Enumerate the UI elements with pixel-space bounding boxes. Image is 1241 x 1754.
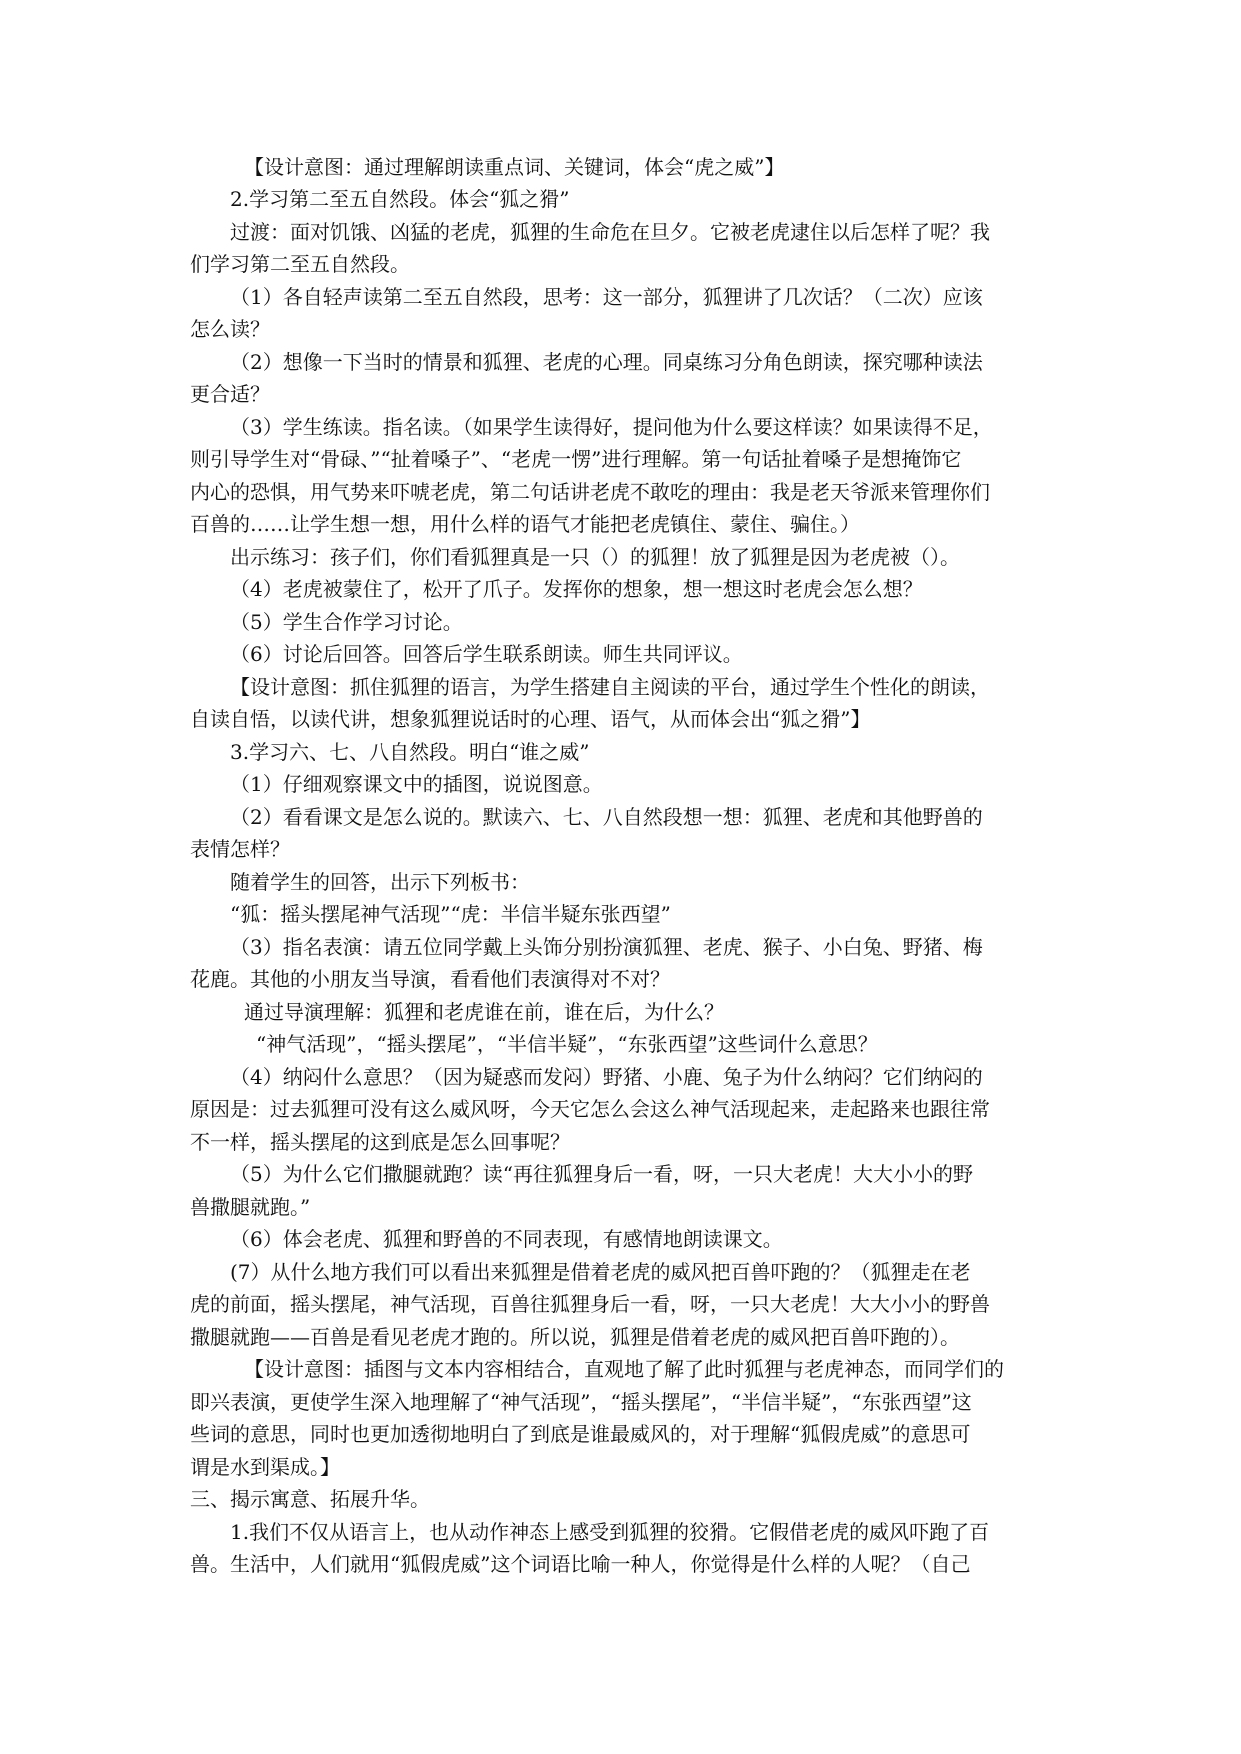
text-line: 百兽的……让学生想一想，用什么样的语气才能把老虎镇住、蒙住、骗住。） bbox=[190, 512, 860, 536]
text-line: （6）讨论后回答。回答后学生联系朗读。师生共同评议。 bbox=[230, 642, 743, 666]
text-line: （1）各自轻声读第二至五自然段，思考：这一部分，狐狸讲了几次话？（二次）应该 bbox=[230, 285, 983, 309]
text-line: （2）想像一下当时的情景和狐狸、老虎的心理。同桌练习分角色朗读，探究哪种读法 bbox=[230, 350, 983, 374]
text-line: 过渡：面对饥饿、凶猛的老虎，狐狸的生命危在旦夕。它被老虎逮住以后怎样了呢？我 bbox=[230, 220, 990, 244]
text-line: 则引导学生对“骨碌、”“扯着嗓子”、“老虎一愣”进行理解。第一句话扯着嗓子是想掩饰它 bbox=[190, 447, 962, 471]
text-line: 怎么读？ bbox=[190, 317, 270, 341]
text-line: (7）从什么地方我们可以看出来狐狸是借着老虎的威风把百兽吓跑的？（狐狸走在老 bbox=[230, 1260, 971, 1284]
text-line: 些词的意思，同时也更加透彻地明白了到底是谁最威风的，对于理解“狐假虎威”的意思可 bbox=[190, 1422, 971, 1446]
text-line: （4）纳闷什么意思？（因为疑惑而发闷）野猪、小鹿、兔子为什么纳闷？它们纳闷的 bbox=[230, 1065, 983, 1089]
text-line: “狐：摇头摆尾神气活现”“虎：半信半疑东张西望” bbox=[230, 902, 671, 926]
text-line: 更合适？ bbox=[190, 382, 270, 406]
text-line: （1）仔细观察课文中的插图，说说图意。 bbox=[230, 772, 603, 796]
text-line: 们学习第二至五自然段。 bbox=[190, 252, 410, 276]
text-line: 自读自悟，以读代讲，想象狐狸说话时的心理、语气，从而体会出“狐之猾”】 bbox=[190, 707, 871, 731]
text-line: 即兴表演，更使学生深入地理解了“神气活现”，“摇头摆尾”，“半信半疑”，“东张西望”这 bbox=[190, 1390, 972, 1414]
text-line: “神气活现”，“摇头摆尾”，“半信半疑”，“东张西望”这些词什么意思？ bbox=[256, 1032, 878, 1056]
text-line: 3.学习六、七、八自然段。明白“谁之威” bbox=[230, 740, 590, 764]
text-line: 2.学习第二至五自然段。体会“狐之猾” bbox=[230, 187, 570, 211]
text-line: 谓是水到渠成。】 bbox=[190, 1455, 340, 1479]
text-line: （4）老虎被蒙住了，松开了爪子。发挥你的想象，想一想这时老虎会怎么想？ bbox=[230, 577, 923, 601]
text-line: 兽。生活中，人们就用“狐假虎威”这个词语比喻一种人，你觉得是什么样的人呢？（自己 bbox=[190, 1552, 971, 1576]
text-line: 【设计意图：通过理解朗读重点词、关键词，体会“虎之威”】 bbox=[244, 155, 785, 179]
text-line: （3）指名表演：请五位同学戴上头饰分别扮演狐狸、老虎、猴子、小白兔、野猪、梅 bbox=[230, 935, 983, 959]
text-line: 花鹿。其他的小朋友当导演，看看他们表演得对不对？ bbox=[190, 967, 670, 991]
text-line: 内心的恐惧，用气势来吓唬老虎，第二句话讲老虎不敢吃的理由：我是老天爷派来管理你们 bbox=[190, 480, 990, 504]
text-line: 出示练习：孩子们，你们看狐狸真是一只（）的狐狸！放了狐狸是因为老虎被（）。 bbox=[230, 545, 960, 569]
text-line: 【设计意图：插图与文本内容相结合，直观地了解了此时狐狸与老虎神态，而同学们的 bbox=[244, 1357, 1004, 1381]
text-line: （3）学生练读。指名读。（如果学生读得好，提问他为什么要这样读？如果读得不足， bbox=[230, 415, 993, 439]
text-line: （5）为什么它们撒腿就跑？读“再往狐狸身后一看，呀，一只大老虎！大大小小的野 bbox=[230, 1162, 973, 1186]
text-line: 虎的前面，摇头摆尾，神气活现，百兽往狐狸身后一看，呀，一只大老虎！大大小小的野兽 bbox=[190, 1292, 990, 1316]
text-line: 1.我们不仅从语言上，也从动作神态上感受到狐狸的狡猾。它假借老虎的威风吓跑了百 bbox=[230, 1520, 990, 1544]
text-line: 随着学生的回答，出示下列板书： bbox=[230, 870, 530, 894]
text-line: 【设计意图：抓住狐狸的语言，为学生搭建自主阅读的平台，通过学生个性化的朗读， bbox=[230, 675, 990, 699]
text-line: （5）学生合作学习讨论。 bbox=[230, 610, 463, 634]
text-line: 通过导演理解：狐狸和老虎谁在前，谁在后，为什么？ bbox=[244, 1000, 724, 1024]
text-line: （6）体会老虎、狐狸和野兽的不同表现，有感情地朗读课文。 bbox=[230, 1227, 783, 1251]
text-line: 撒腿就跑——百兽是看见老虎才跑的。所以说，狐狸是借着老虎的威风把百兽吓跑的）。 bbox=[190, 1325, 960, 1349]
text-line: 表情怎样？ bbox=[190, 837, 290, 861]
text-line: 原因是：过去狐狸可没有这么威风呀，今天它怎么会这么神气活现起来，走起路来也跟往常 bbox=[190, 1097, 990, 1121]
text-line: 三、揭示寓意、拓展升华。 bbox=[190, 1487, 430, 1511]
text-line: 兽撒腿就跑。” bbox=[190, 1195, 311, 1219]
text-line: 不一样，摇头摆尾的这到底是怎么回事呢？ bbox=[190, 1130, 570, 1154]
text-line: （2）看看课文是怎么说的。默读六、七、八自然段想一想：狐狸、老虎和其他野兽的 bbox=[230, 805, 983, 829]
